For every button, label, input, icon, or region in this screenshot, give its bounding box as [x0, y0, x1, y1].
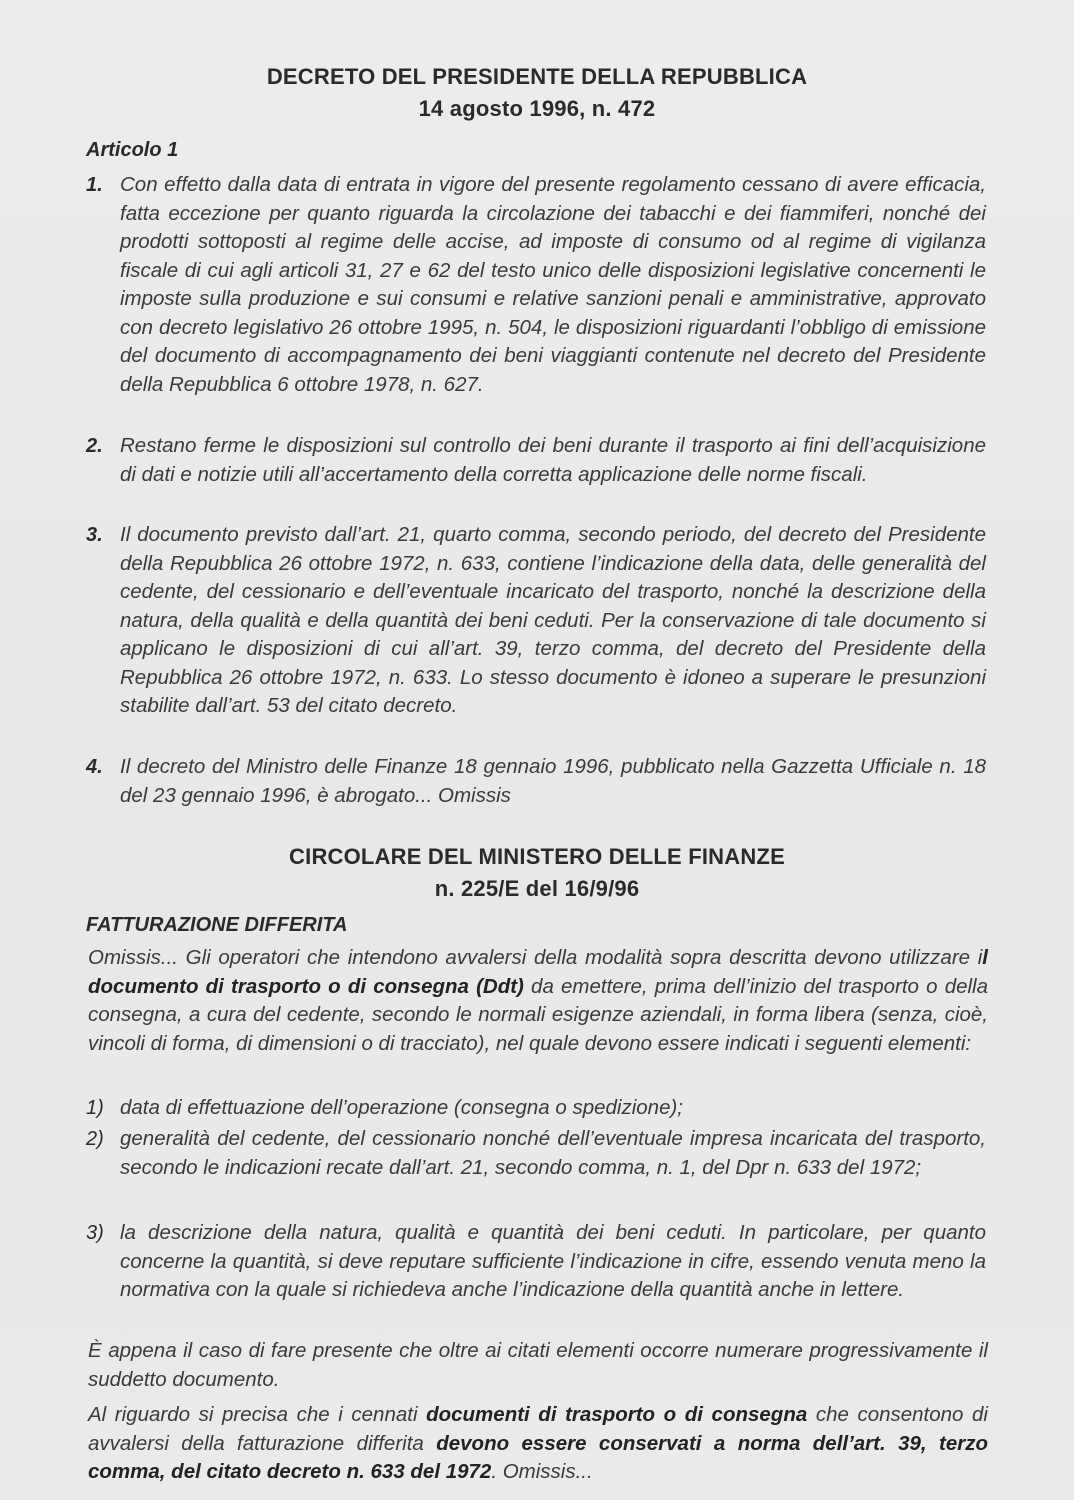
- decree-title-line-2: 14 agosto 1996, n. 472: [418, 96, 656, 121]
- circular-item-number: 1): [86, 1097, 104, 1119]
- circular-item-3: [86, 1219, 986, 1305]
- circular-closing: [88, 1401, 988, 1487]
- circular-note: È appena il caso di fare presente che oltre ai citati elementi occorre numerare progressivamente il suddetto documento.: [88, 1339, 988, 1391]
- circular-item-number: 2): [86, 1128, 104, 1150]
- decree-item-text: Il documento previsto dall’art. 21, quarto comma, secondo periodo, del decreto del Presidente della Repubblica 26 ottobre 1972, n. 633, contiene l’indicazione della data, delle generalità del cedente, del cessionario e dell’eventuale incaricato del trasporto, nonché la descrizione della natura, della qualità e della quantità dei beni ceduti. Per la conservazione di tale documento si applicano le disposizioni di cui all’art. 39, terzo comma, del decreto del Presidente della Repubblica 26 ottobre 1972, n. 633. Lo stesso documento è idoneo a superare le presunzioni stabilite dall’art. 53 del citato decreto.: [120, 523, 986, 717]
- decree-item-number: 2.: [86, 435, 103, 457]
- decree-item-3: [86, 521, 986, 721]
- circular-title: [0, 841, 1074, 905]
- closing-text-1: Al riguardo si precisa che i cennati: [88, 1403, 427, 1426]
- closing-text-3: . Omissis...: [491, 1460, 593, 1483]
- decree-item-number: 1.: [86, 174, 103, 196]
- circular-title-line-2: n. 225/E del 16/9/96: [434, 876, 640, 901]
- closing-bold-2: devono essere conservati a norma dell’art. 39, terzo comma, del citato decreto n. 633 del 1972: [88, 1431, 988, 1483]
- decree-item-text: Restano ferme le disposizioni sul controllo dei beni durante il trasporto ai fini dell’acquisizione di dati e notizie utili all’accertamento della corretta applicazione delle norme fiscali.: [120, 434, 986, 486]
- decree-item-1: [86, 171, 986, 399]
- decree-item-number: 3.: [86, 524, 103, 546]
- circular-item-1: [86, 1094, 986, 1123]
- decree-item-2: [86, 432, 986, 489]
- intro-text-before: Omissis... Gli operatori che intendono avvalersi della modalità sopra descritta devono utilizzare i: [88, 946, 983, 969]
- decree-item-text: Con effetto dalla data di entrata in vigore del presente regolamento cessano di avere efficacia, fatta eccezione per quanto riguarda la circolazione dei tabacchi e dei fiammiferi, nonché dei prodotti sottoposti al regime delle accise, ad imposte di consumo od al regime di vigilanza fiscale di cui agli articoli 31, 27 e 62 del testo unico delle disposizioni legislative concernenti le imposte sulla produzione e sui consumi e relative sanzioni penali e amministrative, approvato con decreto legislativo 26 ottobre 1995, n. 504, le disposizioni riguardanti l’obbligo di emissione del documento di accompagnamento dei beni viaggianti contenute nel decreto del Presidente della Repubblica 6 ottobre 1978, n. 627.: [120, 173, 986, 396]
- decree-item-text: Il decreto del Ministro delle Finanze 18 gennaio 1996, pubblicato nella Gazzetta Ufficiale n. 18 del 23 gennaio 1996, è abrogato... Omissis: [120, 755, 986, 807]
- circular-item-2: [86, 1125, 986, 1182]
- intro-text-bold: l documento di trasporto o di consegna (Ddt): [88, 946, 988, 998]
- intro-text-after: da emettere, prima dell’inizio del trasporto o della consegna, a cura del cedente, secondo le normali esigenze aziendali, in forma libera (senza, cioè, vincoli di forma, di dimensioni o di tracciato), nel quale devono essere indicati i seguenti elementi:: [88, 974, 989, 1055]
- circular-item-text: data di effettuazione dell’operazione (consegna o spedizione);: [120, 1096, 683, 1119]
- decree-title: [0, 61, 1074, 125]
- closing-text-2: che consentono di avvalersi della fatturazione differita: [88, 1403, 988, 1455]
- closing-bold-1: documenti di trasporto o di consegna: [426, 1403, 808, 1426]
- article-label: Articolo 1: [86, 139, 179, 161]
- circular-item-text: generalità del cedente, del cessionario nonché dell’eventuale impresa incaricata del trasporto, secondo le indicazioni recate dall’art. 21, secondo comma, n. 1, del Dpr n. 633 del 1972;: [120, 1127, 986, 1179]
- decree-title-line-1: DECRETO DEL PRESIDENTE DELLA REPUBBLICA: [266, 64, 808, 89]
- decree-item-number: 4.: [86, 756, 103, 778]
- decree-item-4: [86, 753, 986, 810]
- circular-item-text: la descrizione della natura, qualità e quantità dei beni ceduti. In particolare, per quanto concerne la quantità, si deve reputare sufficiente l’indicazione in cifre, essendo venuta meno la normativa con la quale si richiedeva anche l’indicazione della quantità anche in lettere.: [120, 1221, 986, 1301]
- circular-intro: [88, 944, 988, 1058]
- circular-item-number: 3): [86, 1222, 104, 1244]
- section-label: FATTURAZIONE DIFFERITA: [86, 914, 348, 936]
- circular-title-line-1: CIRCOLARE DEL MINISTERO DELLE FINANZE: [289, 844, 785, 869]
